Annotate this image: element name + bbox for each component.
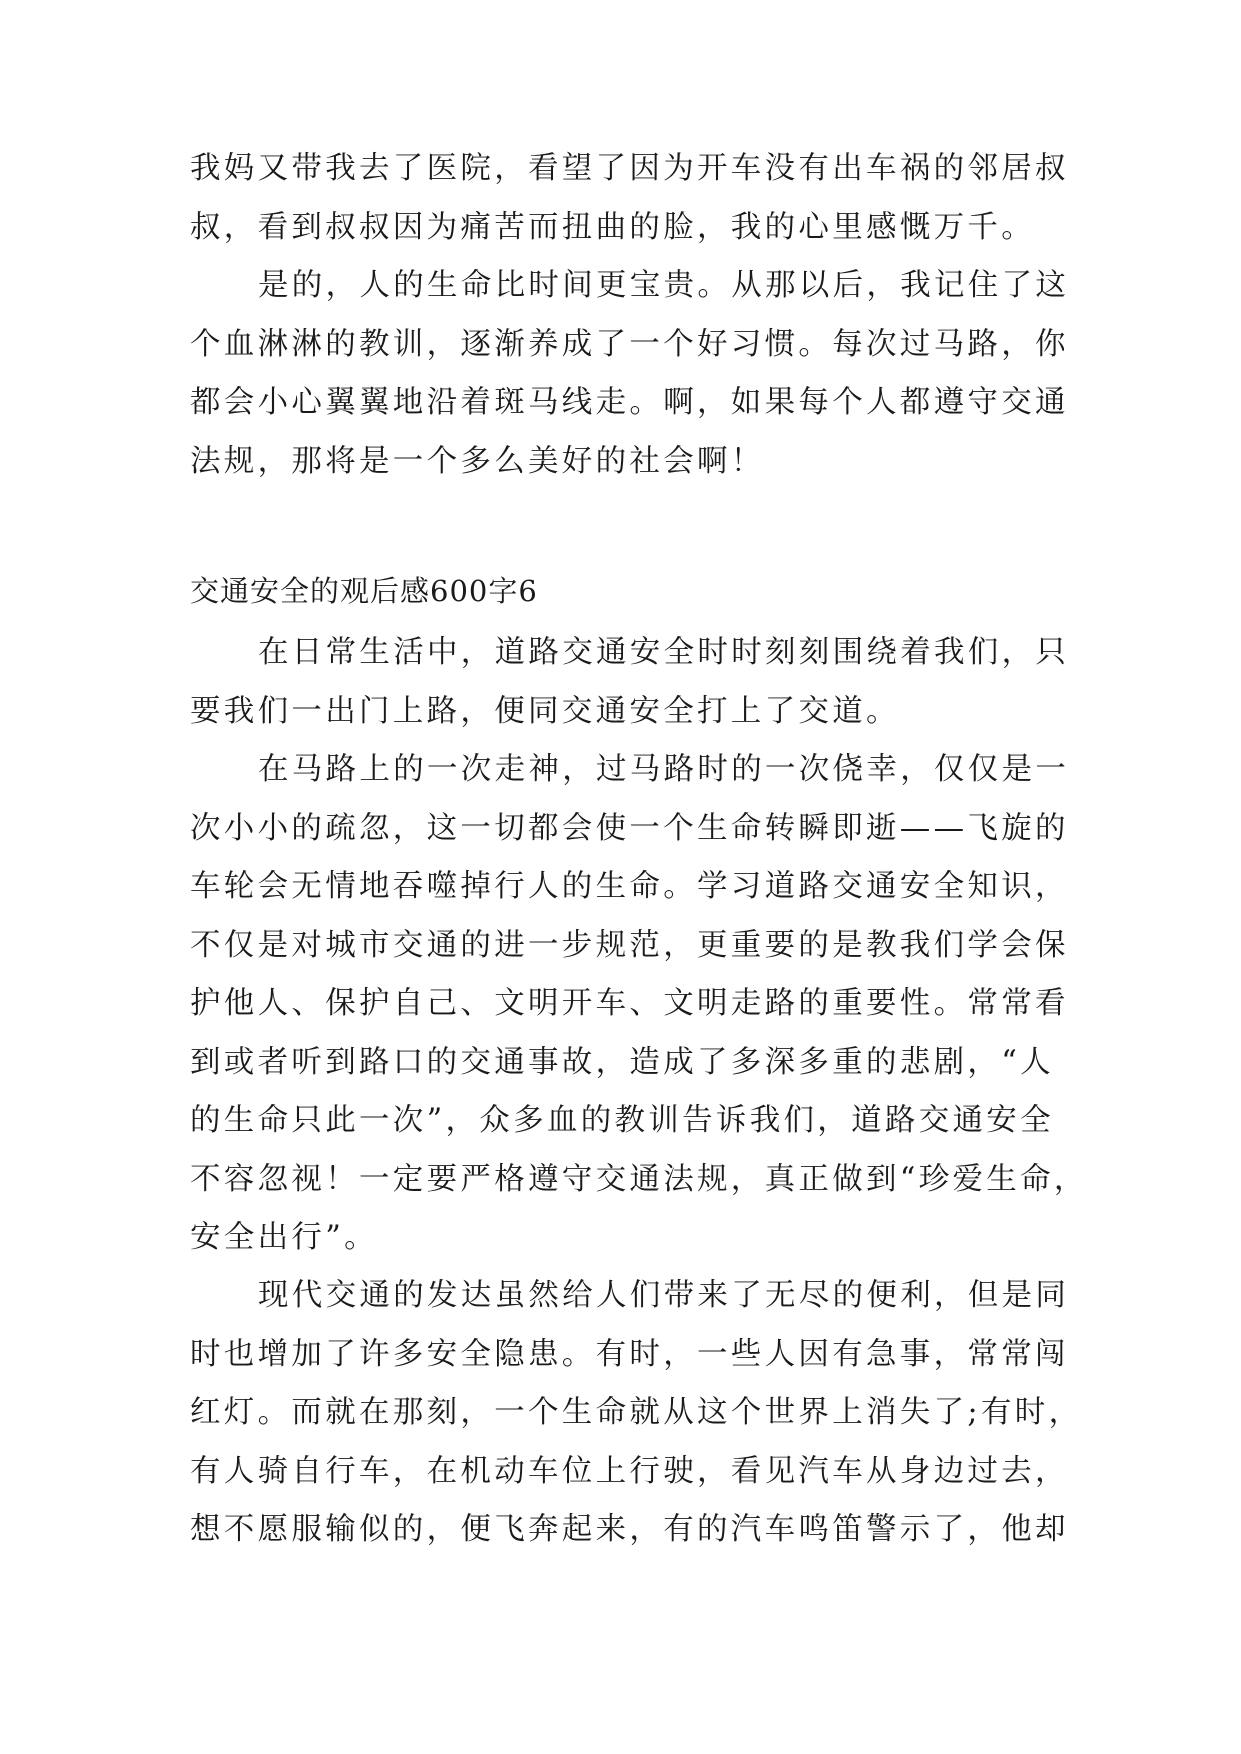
paragraph-line: 车轮会无情地吞噬掉行人的生命。学习道路交通安全知识， [190, 869, 1069, 904]
paragraph [190, 741, 1088, 1268]
paragraph [190, 1267, 1083, 1560]
paragraph-line: 是的，人的生命比时间更宝贵。从那以后，我记住了这 [258, 268, 1070, 303]
paragraph-line: 法规，那将是一个多么美好的社会啊！ [190, 443, 765, 479]
paragraph-line: 在马路上的一次走神，过马路时的一次侥幸，仅仅是一 [258, 752, 1070, 787]
paragraph-line: 都会小心翼翼地沿着斑马线走。啊，如果每个人都遵守交通 [190, 385, 1069, 420]
paragraph-line: 护他人、保护自己、文明开车、文明走路的重要性。常常看 [190, 986, 1069, 1021]
paragraph-line: 不容忽视！一定要严格遵守交通法规，真正做到“珍爱生命， [190, 1161, 1088, 1197]
paragraph [190, 257, 1070, 491]
paragraph-line: 想不愿服输似的，便飞奔起来，有的汽车鸣笛警示了，他却 [190, 1512, 1069, 1547]
paragraph-line: 时也增加了许多安全隐患。有时，一些人因有急事，常常闯 [190, 1336, 1069, 1372]
section-heading: 交通安全的观后感600字6 [190, 574, 538, 608]
paragraph-line: 有人骑自行车，在机动车位上行驶，看见汽车从身边过去， [190, 1453, 1069, 1489]
paragraph-continuation [190, 140, 1069, 257]
paragraph-line: 要我们一出门上路，便同交通安全打上了交道。 [190, 693, 900, 729]
paragraph [190, 624, 1070, 741]
paragraph-line: 次小小的疏忽，这一切都会使一个生命转瞬即逝——飞旋的 [190, 810, 1069, 846]
paragraph-line: 叔，看到叔叔因为痛苦而扭曲的脸，我的心里感慨万千。 [190, 209, 1035, 245]
paragraph-line: 现代交通的发达虽然给人们带来了无尽的便利，但是同 [258, 1278, 1070, 1313]
paragraph-line: 在日常生活中，道路交通安全时时刻刻围绕着我们，只 [258, 635, 1070, 670]
paragraph-line: 我妈又带我去了医院，看望了因为开车没有出车祸的邻居叔 [190, 151, 1069, 186]
paragraph-line: 到或者听到路口的交通事故，造成了多深多重的悲剧，“人 [190, 1044, 1054, 1080]
paragraph-line: 的生命只此一次”，众多血的教训告诉我们，道路交通安全 [190, 1103, 1054, 1138]
paragraph-line: 安全出行”。 [190, 1220, 378, 1255]
paragraph-line: 红灯。而就在那刻，一个生命就从这个世界上消失了;有时， [190, 1395, 1083, 1430]
paragraph-line: 个血淋淋的教训，逐渐养成了一个好习惯。每次过马路，你 [190, 326, 1069, 362]
paragraph-line: 不仅是对城市交通的进一步规范，更重要的是教我们学会保 [190, 927, 1069, 963]
